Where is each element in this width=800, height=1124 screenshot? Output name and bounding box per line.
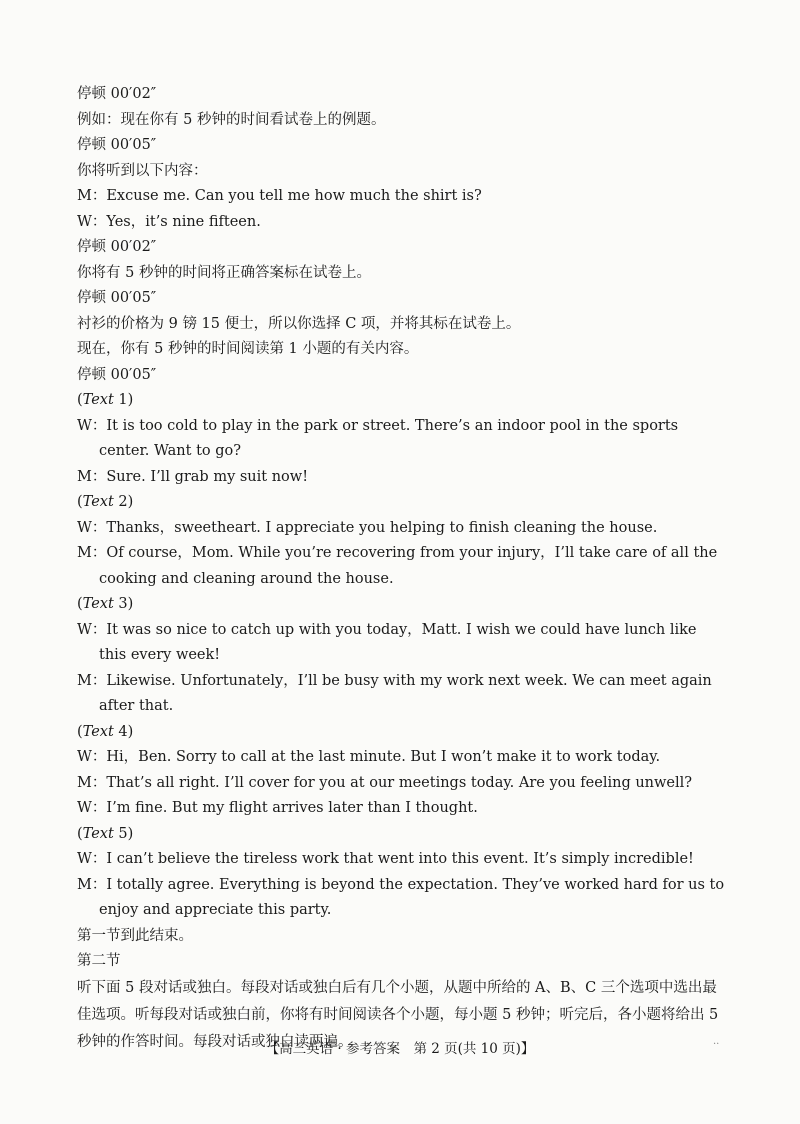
text-label-number: 1) — [113, 392, 134, 408]
document-body — [77, 82, 727, 1056]
text-label-open: ( — [77, 723, 83, 740]
answer-instruction: 你将有 5 秒钟的时间将正确答案标在试卷上。 — [77, 264, 371, 281]
example-instruction: 例如：现在你有 5 秒钟的时间看试卷上的例题。 — [77, 111, 386, 128]
dialogue-line: M：That’s all right. I’ll cover for you at our meetings today. Are you feeling unwell? — [77, 774, 693, 791]
text-label-word: Text — [82, 825, 114, 842]
dialogue-line: W：Hi，Ben. Sorry to call at the last minute. But I won’t make it to work today. — [77, 749, 661, 765]
text-label-word: Text — [82, 596, 114, 612]
pause-line: 停顿 00′02″ — [77, 239, 157, 255]
text-label — [77, 490, 727, 516]
reading-instruction: 现在，你有 5 秒钟的时间阅读第 1 小题的有关内容。 — [77, 341, 419, 357]
listen-intro: 你将听到以下内容： — [77, 162, 208, 179]
section-heading: 第二节 — [77, 953, 121, 969]
section-end: 第一节到此结束。 — [77, 927, 193, 944]
dialogue-line: W：Thanks，sweetheart. I appreciate you helping to finish cleaning the house. — [77, 519, 658, 536]
example-dialogue-line: W：Yes，it’s nine fifteen. — [77, 213, 261, 230]
text-label — [77, 720, 727, 746]
pause-line: 停顿 00′05″ — [77, 137, 157, 153]
dialogue-line: W：It was so nice to catch up with you today，Matt. I wish we could have lunch like this every week! — [77, 621, 697, 663]
text-label-number: 4) — [113, 723, 134, 740]
pause-line: 停顿 00′02″ — [77, 86, 157, 102]
text-label — [77, 822, 727, 848]
text-label-open: ( — [77, 392, 83, 408]
text-label — [77, 592, 727, 618]
text-label-number: 3) — [113, 596, 134, 612]
text-label-open: ( — [77, 825, 83, 842]
section-instructions: 听下面 5 段对话或独白。每段对话或独白后有几个小题，从题中所给的 A、B、C 三个选项中选出最佳选项。听每段对话或独白前，你将有时间阅读各个小题，每小题 5 秒钟；听完后，各小题将给出 5 秒钟的作答时间。每段对话或独白读两遍。 — [77, 979, 719, 1050]
text-label-open: ( — [77, 596, 83, 612]
dialogue-line: M：Of course，Mom. While you’re recovering from your injury，I’ll take care of all the cooking and cleaning around the house. — [77, 545, 718, 587]
text-label-word: Text — [82, 494, 114, 510]
pause-line: 停顿 00′05″ — [77, 366, 157, 383]
text-label-number: 2) — [113, 494, 134, 510]
corner-mark: .. — [713, 1036, 720, 1047]
text-label-number: 5) — [113, 825, 134, 842]
dialogue-texts — [77, 388, 727, 924]
page-footer: 【高三英语 · 参考答案 第 2 页(共 10 页)】 — [265, 1041, 535, 1057]
example-explanation: 衬衫的价格为 9 镑 15 便士，所以你选择 C 项，并将其标在试卷上。 — [77, 315, 521, 332]
example-dialogue-line: M：Excuse me. Can you tell me how much the shirt is? — [77, 188, 482, 204]
dialogue-line: W：I’m fine. But my flight arrives later than I thought. — [77, 800, 478, 816]
dialogue-line: M：I totally agree. Everything is beyond the expectation. They’ve worked hard for us to enjoy and appreciate this party. — [77, 876, 725, 918]
text-label — [77, 388, 727, 414]
dialogue-line: M：Likewise. Unfortunately，I’ll be busy with my work next week. We can meet again after that. — [77, 672, 712, 714]
dialogue-line: M：Sure. I’ll grab my suit now! — [77, 468, 309, 485]
text-label-open: ( — [77, 494, 83, 510]
text-label-word: Text — [82, 392, 114, 408]
text-label-word: Text — [82, 723, 114, 740]
dialogue-line: W：I can’t believe the tireless work that went into this event. It’s simply incredible! — [77, 851, 694, 867]
dialogue-line: W：It is too cold to play in the park or street. There’s an indoor pool in the sports center. Want to go? — [77, 417, 679, 459]
pause-line: 停顿 00′05″ — [77, 290, 157, 306]
